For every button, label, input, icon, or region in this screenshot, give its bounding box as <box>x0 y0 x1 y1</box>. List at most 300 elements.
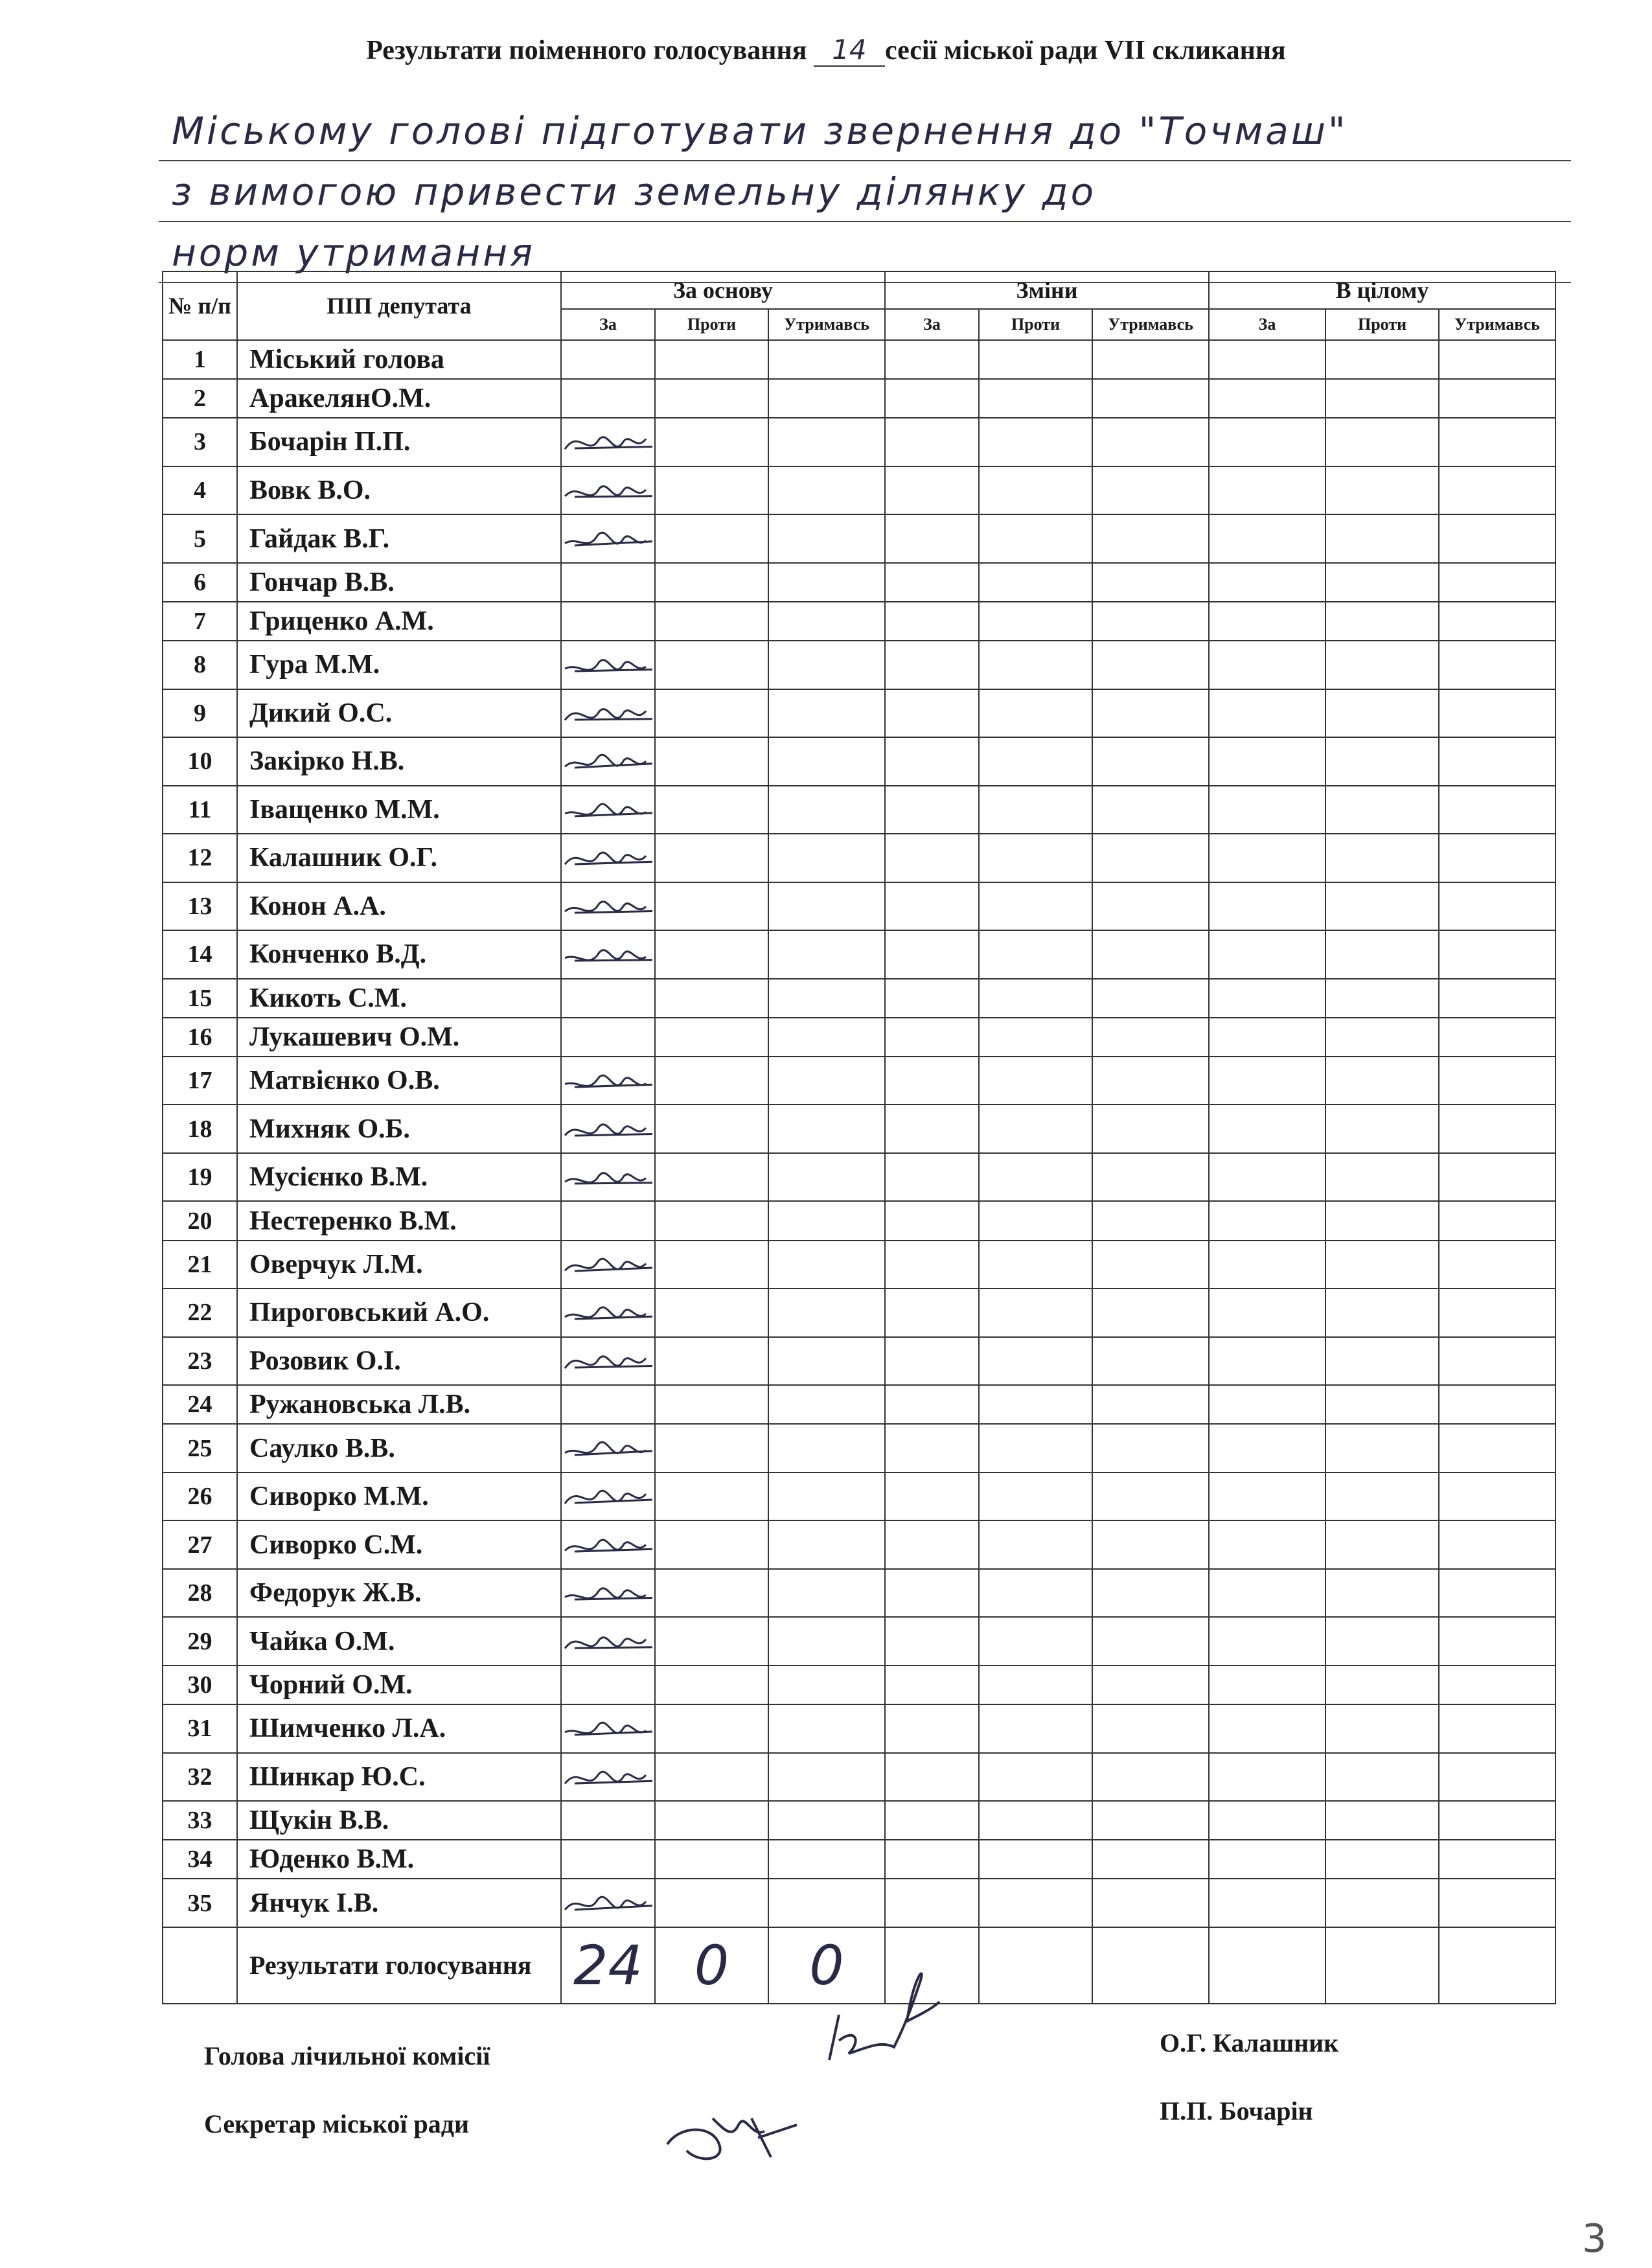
row-number: 15 <box>163 979 237 1018</box>
vote-cell <box>768 1840 885 1879</box>
vote-cell <box>655 641 768 689</box>
signature-mark <box>562 694 659 733</box>
deputy-name: Оверчук Л.М. <box>237 1241 561 1289</box>
vote-cell <box>979 1153 1092 1202</box>
row-number: 30 <box>163 1666 237 1704</box>
row-number: 32 <box>163 1753 237 1802</box>
vote-cell <box>655 602 768 641</box>
empty-cell <box>1439 1927 1555 2004</box>
vote-cell <box>655 1753 768 1802</box>
vote-cell <box>1325 1153 1439 1202</box>
vote-for-cell <box>561 1569 655 1618</box>
vote-cell <box>1439 1018 1555 1057</box>
vote-for-cell <box>561 1241 655 1289</box>
signature-mark <box>562 1622 659 1661</box>
vote-cell <box>1092 1753 1209 1802</box>
vote-cell <box>979 418 1092 466</box>
vote-for-cell <box>561 418 655 466</box>
group-basis-header: За основу <box>561 271 885 309</box>
vote-for-cell <box>561 1879 655 1927</box>
vote-cell <box>768 1879 885 1927</box>
vote-cell <box>885 882 979 931</box>
vote-cell <box>655 1569 768 1618</box>
vote-cell <box>885 1520 979 1569</box>
deputy-name: Щукін В.В. <box>237 1801 561 1840</box>
vote-cell <box>768 1018 885 1057</box>
vote-cell <box>1439 1057 1555 1105</box>
vote-cell <box>1325 418 1439 466</box>
vote-cell <box>655 1105 768 1153</box>
vote-cell <box>1439 1241 1555 1289</box>
vote-cell <box>979 1057 1092 1105</box>
vote-cell <box>768 514 885 563</box>
vote-cell <box>979 379 1092 418</box>
vote-cell <box>655 418 768 466</box>
vote-cell <box>1209 1753 1325 1802</box>
vote-cell <box>979 1018 1092 1057</box>
vote-cell <box>655 563 768 602</box>
vote-cell <box>1209 1840 1325 1879</box>
vote-for-cell <box>561 786 655 834</box>
deputy-name: Конченко В.Д. <box>237 930 561 979</box>
vote-cell <box>885 786 979 834</box>
resolution-line-2: з вимогою привести земельну ділянку до <box>159 161 1571 222</box>
vote-cell <box>1092 979 1209 1018</box>
vote-cell <box>1325 563 1439 602</box>
vote-cell <box>768 1617 885 1666</box>
vote-cell <box>979 786 1092 834</box>
vote-cell <box>1209 1879 1325 1927</box>
vote-for-cell <box>561 1666 655 1704</box>
vote-cell <box>1092 1704 1209 1753</box>
row-number: 23 <box>163 1337 237 1386</box>
signature-mark <box>562 935 659 974</box>
chair-name: О.Г. Калашник <box>1160 2028 1339 2057</box>
row-number: 2 <box>163 379 237 418</box>
row-number: 5 <box>163 514 237 563</box>
vote-for-cell <box>561 1520 655 1569</box>
table-row <box>163 602 1555 641</box>
vote-cell <box>1439 379 1555 418</box>
vote-cell <box>1209 882 1325 931</box>
subcol-for: За <box>1209 309 1325 340</box>
vote-cell <box>1092 689 1209 738</box>
vote-cell <box>885 1385 979 1424</box>
signature-mark <box>562 645 659 684</box>
deputy-name: Саулко В.В. <box>237 1424 561 1472</box>
deputy-name: Юденко В.М. <box>237 1840 561 1879</box>
signature-mark <box>562 1158 659 1197</box>
empty-cell <box>1325 1927 1439 2004</box>
deputies-rows <box>163 340 1555 1927</box>
vote-cell <box>885 1105 979 1153</box>
vote-cell <box>885 1840 979 1879</box>
signature-mark <box>562 1709 659 1748</box>
deputy-name: Гончар В.В. <box>237 563 561 602</box>
vote-cell <box>1092 1057 1209 1105</box>
vote-cell <box>1325 379 1439 418</box>
deputy-name: Пироговський А.О. <box>237 1289 561 1337</box>
signature-mark <box>562 887 659 926</box>
vote-for-cell <box>561 930 655 979</box>
table-row <box>163 737 1555 786</box>
vote-cell <box>655 1879 768 1927</box>
vote-cell <box>1209 689 1325 738</box>
row-number: 9 <box>163 689 237 738</box>
table-row <box>163 1617 1555 1666</box>
vote-cell <box>885 1424 979 1472</box>
vote-cell <box>885 563 979 602</box>
subcol-for: За <box>561 309 655 340</box>
vote-cell <box>885 602 979 641</box>
vote-cell <box>1439 1153 1555 1202</box>
row-number: 27 <box>163 1520 237 1569</box>
vote-cell <box>1092 1289 1209 1337</box>
vote-cell <box>1439 786 1555 834</box>
table-row <box>163 1018 1555 1057</box>
subcol-abstain: Утримавсь <box>768 309 885 340</box>
vote-cell <box>979 563 1092 602</box>
row-number: 10 <box>163 737 237 786</box>
vote-for-cell <box>561 1057 655 1105</box>
vote-cell <box>1439 1801 1555 1840</box>
vote-cell <box>1092 930 1209 979</box>
vote-cell <box>1439 466 1555 515</box>
vote-cell <box>655 1801 768 1840</box>
vote-cell <box>1439 514 1555 563</box>
vote-cell <box>979 930 1092 979</box>
table-row <box>163 1801 1555 1840</box>
vote-cell <box>885 641 979 689</box>
table-row <box>163 1753 1555 1802</box>
signature-mark <box>562 1110 659 1149</box>
deputy-name: АракелянО.М. <box>237 379 561 418</box>
roll-call-vote-table <box>162 271 1556 2004</box>
vote-cell <box>1092 1201 1209 1240</box>
vote-cell <box>1092 1385 1209 1424</box>
vote-cell <box>885 689 979 738</box>
subcol-abstain: Утримавсь <box>1092 309 1209 340</box>
vote-cell <box>1439 418 1555 466</box>
vote-cell <box>1439 602 1555 641</box>
row-number: 8 <box>163 641 237 689</box>
vote-cell <box>655 882 768 931</box>
row-number: 34 <box>163 1840 237 1879</box>
vote-cell <box>1325 1569 1439 1618</box>
table-row <box>163 1057 1555 1105</box>
subcol-against: Проти <box>1325 309 1439 340</box>
vote-cell <box>1439 882 1555 931</box>
vote-cell <box>1325 737 1439 786</box>
vote-cell <box>885 466 979 515</box>
vote-cell <box>885 1879 979 1927</box>
table-row <box>163 882 1555 931</box>
vote-cell <box>979 514 1092 563</box>
vote-cell <box>979 602 1092 641</box>
vote-cell <box>768 930 885 979</box>
vote-cell <box>1209 1617 1325 1666</box>
vote-cell <box>885 1472 979 1521</box>
vote-cell <box>1439 689 1555 738</box>
vote-cell <box>979 1337 1092 1386</box>
empty-cell <box>1092 1927 1209 2004</box>
vote-cell <box>1209 1569 1325 1618</box>
table-row <box>163 930 1555 979</box>
row-number: 19 <box>163 1153 237 1202</box>
table-row <box>163 1105 1555 1153</box>
vote-cell <box>655 1018 768 1057</box>
title-after: сесії міської ради VII скликання <box>884 36 1286 65</box>
result-abstain: 0 <box>768 1927 885 2004</box>
table-row <box>163 418 1555 466</box>
vote-cell <box>1209 563 1325 602</box>
vote-cell <box>885 979 979 1018</box>
vote-cell <box>1209 340 1325 379</box>
vote-for-cell <box>561 1840 655 1879</box>
table-row <box>163 1153 1555 1202</box>
vote-cell <box>768 1337 885 1386</box>
deputy-name: Матвієнко О.В. <box>237 1057 561 1105</box>
page-number: 3 <box>1581 2216 1607 2262</box>
table-row <box>163 1879 1555 1927</box>
results-label: Результати голосування <box>237 1927 561 2004</box>
vote-cell <box>885 1337 979 1386</box>
vote-cell <box>768 1704 885 1753</box>
vote-cell <box>1209 1018 1325 1057</box>
vote-cell <box>1439 1617 1555 1666</box>
vote-cell <box>979 1617 1092 1666</box>
vote-cell <box>1092 514 1209 563</box>
vote-cell <box>768 689 885 738</box>
vote-cell <box>768 1241 885 1289</box>
vote-cell <box>1209 602 1325 641</box>
vote-cell <box>885 1666 979 1704</box>
vote-for-cell <box>561 1201 655 1240</box>
vote-cell <box>1439 1201 1555 1240</box>
column-name-header: ПІП депутата <box>237 271 561 340</box>
row-number: 26 <box>163 1472 237 1521</box>
vote-cell <box>655 930 768 979</box>
vote-cell <box>885 1617 979 1666</box>
vote-for-cell <box>561 689 655 738</box>
table-row <box>163 1472 1555 1521</box>
vote-cell <box>1092 1666 1209 1704</box>
vote-cell <box>655 1666 768 1704</box>
table-row <box>163 641 1555 689</box>
vote-cell <box>768 1289 885 1337</box>
vote-cell <box>1325 1018 1439 1057</box>
vote-cell <box>1209 1704 1325 1753</box>
vote-cell <box>979 1385 1092 1424</box>
vote-cell <box>979 1105 1092 1153</box>
vote-cell <box>885 834 979 882</box>
vote-cell <box>1325 1801 1439 1840</box>
vote-cell <box>1092 1801 1209 1840</box>
vote-cell <box>1092 1569 1209 1618</box>
vote-for-cell <box>561 882 655 931</box>
vote-cell <box>885 1289 979 1337</box>
vote-cell <box>1325 602 1439 641</box>
vote-cell <box>1439 641 1555 689</box>
vote-cell <box>1325 786 1439 834</box>
deputy-name: Конон А.А. <box>237 882 561 931</box>
vote-cell <box>1325 641 1439 689</box>
vote-cell <box>979 737 1092 786</box>
table-row <box>163 1666 1555 1704</box>
resolution-line-1: Міському голові підготувати звернення до "Точмаш" <box>159 100 1571 161</box>
vote-cell <box>885 930 979 979</box>
vote-cell <box>1325 1753 1439 1802</box>
vote-cell <box>1092 1105 1209 1153</box>
vote-cell <box>768 1201 885 1240</box>
vote-cell <box>1209 1289 1325 1337</box>
deputy-name: Чорний О.М. <box>237 1666 561 1704</box>
vote-cell <box>655 1424 768 1472</box>
deputy-name: Гайдак В.Г. <box>237 514 561 563</box>
deputy-name: Нестеренко В.М. <box>237 1201 561 1240</box>
vote-for-cell <box>561 1801 655 1840</box>
vote-cell <box>1439 1879 1555 1927</box>
vote-cell <box>1325 1201 1439 1240</box>
row-number: 31 <box>163 1704 237 1753</box>
vote-cell <box>1439 1385 1555 1424</box>
results-number-cell <box>163 1927 237 2004</box>
vote-cell <box>1325 340 1439 379</box>
vote-cell <box>1325 1424 1439 1472</box>
deputy-name: Шинкар Ю.С. <box>237 1753 561 1802</box>
vote-cell <box>1439 1840 1555 1879</box>
table-row <box>163 1241 1555 1289</box>
row-number: 20 <box>163 1201 237 1240</box>
vote-cell <box>655 979 768 1018</box>
deputy-name: Шимченко Л.А. <box>237 1704 561 1753</box>
vote-cell <box>979 882 1092 931</box>
vote-cell <box>1092 1472 1209 1521</box>
vote-cell <box>979 834 1092 882</box>
vote-cell <box>1209 834 1325 882</box>
vote-cell <box>1209 379 1325 418</box>
table-row <box>163 379 1555 418</box>
deputy-name: Міський голова <box>237 340 561 379</box>
vote-cell <box>1092 563 1209 602</box>
deputy-name: Сиворко М.М. <box>237 1472 561 1521</box>
vote-cell <box>979 1753 1092 1802</box>
vote-for-cell <box>561 1105 655 1153</box>
deputy-name: Мусієнко В.М. <box>237 1153 561 1202</box>
vote-cell <box>1439 340 1555 379</box>
secretary-name: П.П. Бочарін <box>1160 2096 1313 2125</box>
signature-mark <box>562 1758 659 1796</box>
vote-cell <box>1325 1289 1439 1337</box>
vote-cell <box>768 786 885 834</box>
deputy-name: Михняк О.Б. <box>237 1105 561 1153</box>
signature-mark <box>562 838 659 877</box>
vote-cell <box>1209 786 1325 834</box>
vote-for-cell <box>561 1753 655 1802</box>
vote-cell <box>768 1424 885 1472</box>
vote-cell <box>979 1201 1092 1240</box>
vote-cell <box>1325 689 1439 738</box>
vote-cell <box>885 1153 979 1202</box>
vote-cell <box>885 737 979 786</box>
vote-cell <box>768 340 885 379</box>
vote-cell <box>768 1385 885 1424</box>
vote-for-cell <box>561 602 655 641</box>
vote-for-cell <box>561 379 655 418</box>
vote-cell <box>1325 1241 1439 1289</box>
row-number: 17 <box>163 1057 237 1105</box>
vote-cell <box>768 979 885 1018</box>
vote-cell <box>768 563 885 602</box>
vote-cell <box>979 1801 1092 1840</box>
vote-cell <box>1209 514 1325 563</box>
vote-for-cell <box>561 979 655 1018</box>
vote-cell <box>1092 466 1209 515</box>
vote-cell <box>768 834 885 882</box>
document-title <box>0 34 1652 67</box>
signature-mark <box>562 1342 659 1380</box>
vote-for-cell <box>561 641 655 689</box>
deputy-name: Сиворко С.М. <box>237 1520 561 1569</box>
vote-cell <box>979 1520 1092 1569</box>
vote-cell <box>655 340 768 379</box>
vote-cell <box>979 1840 1092 1879</box>
vote-cell <box>655 1520 768 1569</box>
signature-mark <box>562 742 659 781</box>
vote-cell <box>1092 418 1209 466</box>
table-row <box>163 786 1555 834</box>
deputy-name: Лукашевич О.М. <box>237 1018 561 1057</box>
vote-cell <box>1325 1840 1439 1879</box>
vote-cell <box>768 1520 885 1569</box>
vote-cell <box>1439 1520 1555 1569</box>
vote-for-cell <box>561 1018 655 1057</box>
subcol-for: За <box>885 309 979 340</box>
vote-cell <box>885 1569 979 1618</box>
table-row <box>163 340 1555 379</box>
deputy-name: Янчук І.В. <box>237 1879 561 1927</box>
vote-cell <box>1439 1105 1555 1153</box>
vote-cell <box>1439 563 1555 602</box>
vote-cell <box>1092 602 1209 641</box>
vote-cell <box>655 1617 768 1666</box>
vote-cell <box>1325 514 1439 563</box>
vote-cell <box>768 418 885 466</box>
vote-cell <box>1439 1337 1555 1386</box>
vote-cell <box>1209 1666 1325 1704</box>
vote-cell <box>885 1801 979 1840</box>
vote-for-cell <box>561 1153 655 1202</box>
vote-cell <box>1325 882 1439 931</box>
signature-mark <box>562 1429 659 1468</box>
vote-cell <box>979 1241 1092 1289</box>
subcol-against: Проти <box>979 309 1092 340</box>
vote-cell <box>1325 1879 1439 1927</box>
row-number: 18 <box>163 1105 237 1153</box>
deputy-name: Вовк В.О. <box>237 466 561 515</box>
table-row <box>163 1385 1555 1424</box>
vote-cell <box>768 1105 885 1153</box>
vote-cell <box>1325 1617 1439 1666</box>
vote-cell <box>1209 1520 1325 1569</box>
vote-cell <box>1092 1840 1209 1879</box>
vote-cell <box>979 466 1092 515</box>
vote-cell <box>979 1569 1092 1618</box>
vote-cell <box>1325 1704 1439 1753</box>
vote-cell <box>979 979 1092 1018</box>
table-row <box>163 1424 1555 1472</box>
vote-for-cell <box>561 1337 655 1386</box>
